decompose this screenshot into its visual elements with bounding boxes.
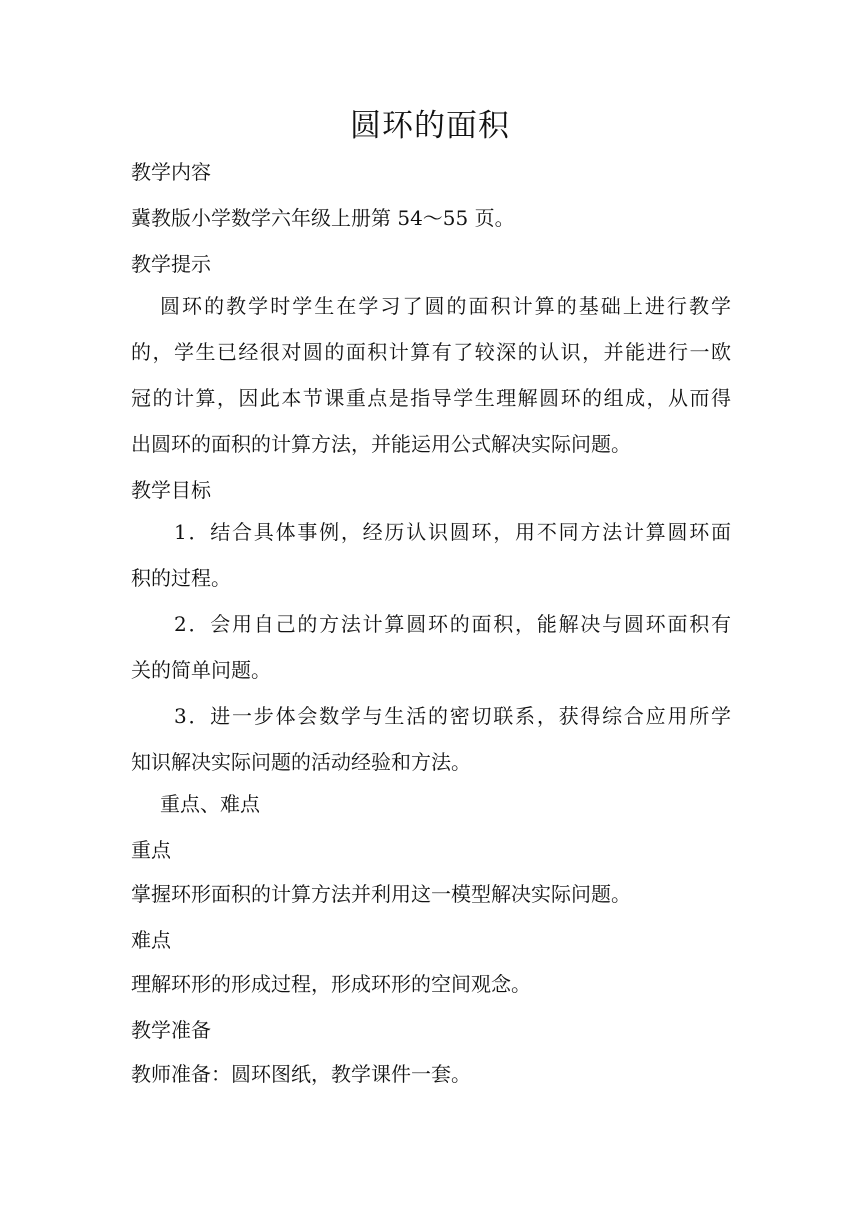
heading-teaching-goals: 教学目标 — [131, 478, 211, 502]
goal-3-line-2: 知识解决实际问题的活动经验和方法。 — [131, 750, 471, 774]
goal-1-line-1: 1．结合具体事例，经历认识圆环，用不同方法计算圆环面 — [174, 520, 731, 544]
goal-3-line-1: 3．进一步体会数学与生活的密切联系，获得综合应用所学 — [174, 704, 731, 728]
hint-line-4: 出圆环的面积的计算方法，并能运用公式解决实际问题。 — [131, 432, 631, 456]
goal-2-line-1: 2．会用自己的方法计算圆环的面积，能解决与圆环面积有 — [174, 612, 731, 636]
hint-line-1: 圆环的教学时学生在学习了圆的面积计算的基础上进行教学 — [160, 294, 731, 318]
teaching-content-text: 冀教版小学数学六年级上册第 54～55 页。 — [131, 206, 515, 230]
heading-key-point: 重点 — [131, 838, 171, 862]
goal-2-line-2: 关的简单问题。 — [131, 658, 271, 682]
hint-line-3: 冠的计算，因此本节课重点是指导学生理解圆环的组成，从而得 — [131, 386, 731, 410]
difficult-point-text: 理解环形的形成过程，形成环形的空间观念。 — [131, 972, 531, 996]
heading-teaching-hint: 教学提示 — [131, 252, 211, 276]
page-title: 圆环的面积 — [350, 108, 510, 144]
goal-1-line-2: 积的过程。 — [131, 566, 231, 590]
key-point-text: 掌握环形面积的计算方法并利用这一模型解决实际问题。 — [131, 882, 631, 906]
heading-key-difficult-points: 重点、难点 — [160, 792, 260, 816]
heading-teaching-prep: 教学准备 — [131, 1018, 211, 1042]
teaching-prep-text: 教师准备：圆环图纸，教学课件一套。 — [131, 1062, 471, 1086]
heading-difficult-point: 难点 — [131, 928, 171, 952]
hint-line-2: 的，学生已经很对圆的面积计算有了较深的认识，并能进行一欧 — [131, 340, 731, 364]
heading-teaching-content: 教学内容 — [131, 160, 211, 184]
